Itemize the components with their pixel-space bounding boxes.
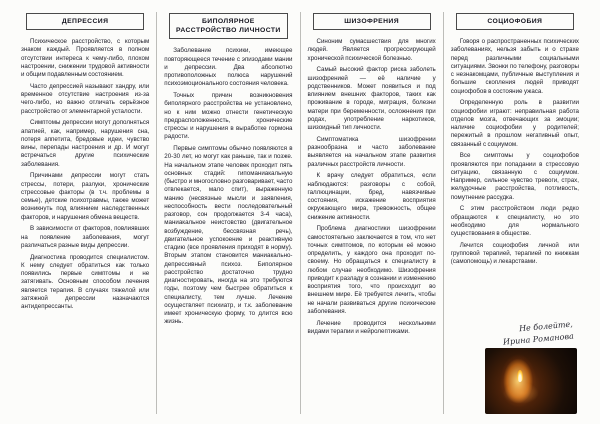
spacer <box>451 270 579 318</box>
paragraph: Определенную роль в развитии социофобии играют: неправильная работа отделов мозга, отвечающих за эмоции; наличие социофобии у родителей; пережитый в прошлом негативный опыт, связанный с социумом. <box>450 99 579 148</box>
paragraph: Проблема диагностики шизофрении самостоятельно заключается в том, что нет точных симптомов, по которым её можно определить, у каждого она проходит по-своему. Но обращаться к специалисту в любом случае необходимо. Шизофрения приводит к разладу в сознании и изменению восприятия того, что происходит во внешнем мире. Её требуется лечить, чтобы не начали развиваться другие психические заболевания. <box>307 225 436 315</box>
paragraph: Заболевание психики, имеющее повторяющееся течение с эпизодами мании и депрессии. Два абсолютно противоположных полюса нарушений психоэмоционального состояния человека. <box>164 47 293 88</box>
column-title-sociophobia: СОЦИОФОБИЯ <box>456 13 574 30</box>
paragraph: Говоря о распространенных психических заболеваниях, нельзя забыть и о страхе перед различными социальными ситуациями. Звонки по телефону, разговоры с незнакомцами, публичные выступления и большие скопления людей приводят социофобов в состояние ужаса. <box>450 38 579 95</box>
paragraph: В зависимости от факторов, повлиявших на появление заболевания, могут различаться разные виды депрессии. <box>21 225 150 249</box>
paragraph: К врачу следует обратиться, если наблюдаются: разговоры с собой, галлюцинации, бред, навязчивые состояния, искажение восприятия окружающего мира, тревожность, общее снижение активности. <box>307 172 436 221</box>
signature-line-2: Ирина Романова <box>502 331 574 347</box>
candle-flame-icon <box>517 370 523 382</box>
paragraph: Лечится социофобия личной или групповой терапией, терапией по книжкам (самопомощь) и лекарствами. <box>450 241 579 266</box>
paragraph: Лечение проводится несколькими видами терапии и нейролептиками. <box>307 319 436 335</box>
paragraph: Диагностика проводится специалистом. К нему следует обратиться как только появились первые симптомы и не затягивать. Основным способом лечения является терапия. В случаях тяжелой или затяжной депрессии назначаются антидепрессанты. <box>21 253 150 311</box>
column-sociophobia <box>443 12 586 414</box>
paragraph: Первые симптомы обычно появляются в 20-30 лет, но могут как раньше, так и позже. На начальном этапе человек проходит пять основных стадий: гипоманиакальную (быстро и многословно разговаривает, часто отвлекается, мало спит), выраженную манию (несвязные мысли и заявления, неспособность вести последовательный разговор, сон продолжается 3-4 часа), маниакальное неистовство (двигательное возбуждение, бессвязная речь), двигательное успокоение и реактивную стадию (все проявления приходят в норму). Вторым этапом становится маниакально-депрессивный психоз. Биполярное расстройство достаточно трудно диагностировать, иногда на это требуются годы, поэтому чем быстрее обратиться к специалисту, тем лучше. Лечение осуществляет психиатр, и т.к. заболевание имеет хроническую форму, то длится всю жизнь. <box>164 145 293 326</box>
signature-line-1: Не болейте, <box>518 319 573 334</box>
column-bipolar <box>156 12 299 414</box>
column-schizophrenia <box>300 12 443 414</box>
paragraph: Синоним сумасшествия для многих людей. Является прогрессирующей хронической психической болезнью. <box>307 38 436 62</box>
paragraph: Самый высокий фактор риска заболеть шизофренией — её наличие у родственников. Может появиться и под влиянием внешних факторов, таких как проживание в городе, миграция, болезни матери при беременности, осложнения при родах, употребление наркотиков, шизоидный тип личности. <box>307 66 436 132</box>
paragraph: Симптоматика шизофрении разнообразна и часто заболевание выявляется на начальном этапе развития различных расстройств личности. <box>307 135 436 168</box>
paragraph: Все симптомы у социофобов проявляются при попадании в стрессовую ситуацию, связанную с социумом. Например, сильное чувство тревоги, страх, желудочные расстройства, потливость, помутнение рассудка. <box>450 152 579 201</box>
paragraph: Симптомы депрессии могут дополняться апатией, как, например, нарушения сна, потеря аппетита, бредовые идеи, чувство вины, перепады настроения и др. И могут встречаться другие психические заболевания. <box>21 119 150 168</box>
paragraph: Часто депрессией называют хандру, или временное отсутствие настроения из-за чего-либо, но важно отличать серьёзное расстройство от элементарной усталости. <box>21 82 150 115</box>
paragraph: Причинами депрессии могут стать стрессы, потери, разлуки, хронические стрессовые факторы (в т.ч. проблемы в семье), детские психотравмы, также может возникнуть под влиянием наследственных факторов, и нарушения обмена веществ. <box>21 172 150 221</box>
paragraph: Точных причин возникновения биполярного расстройства не установлено, но к ним можно отнести генетическую предрасположенность, хронические стрессы и нарушения в выработке гормона радости. <box>164 92 293 141</box>
paragraph: С этим расстройством люди редко обращаются к специалисту, но это необходимо для нормального существования в обществе. <box>450 205 579 238</box>
column-title-schizophrenia: ШИЗОФРЕНИЯ <box>313 13 431 30</box>
column-title-bipolar: БИПОЛЯРНОЕ РАССТРОЙСТВО ЛИЧНОСТИ <box>169 13 287 39</box>
paragraph: Психическое расстройство, с которым знаком каждый. Проявляется в полном отсутствии интереса к чему-либо, плохом настроении, снижении трудовой активности и общим подавленным состоянием. <box>21 38 150 79</box>
candle-glow <box>503 382 539 404</box>
candle-photo <box>485 348 577 414</box>
column-depression <box>14 12 156 414</box>
column-title-depression: ДЕПРЕССИЯ <box>26 13 144 30</box>
